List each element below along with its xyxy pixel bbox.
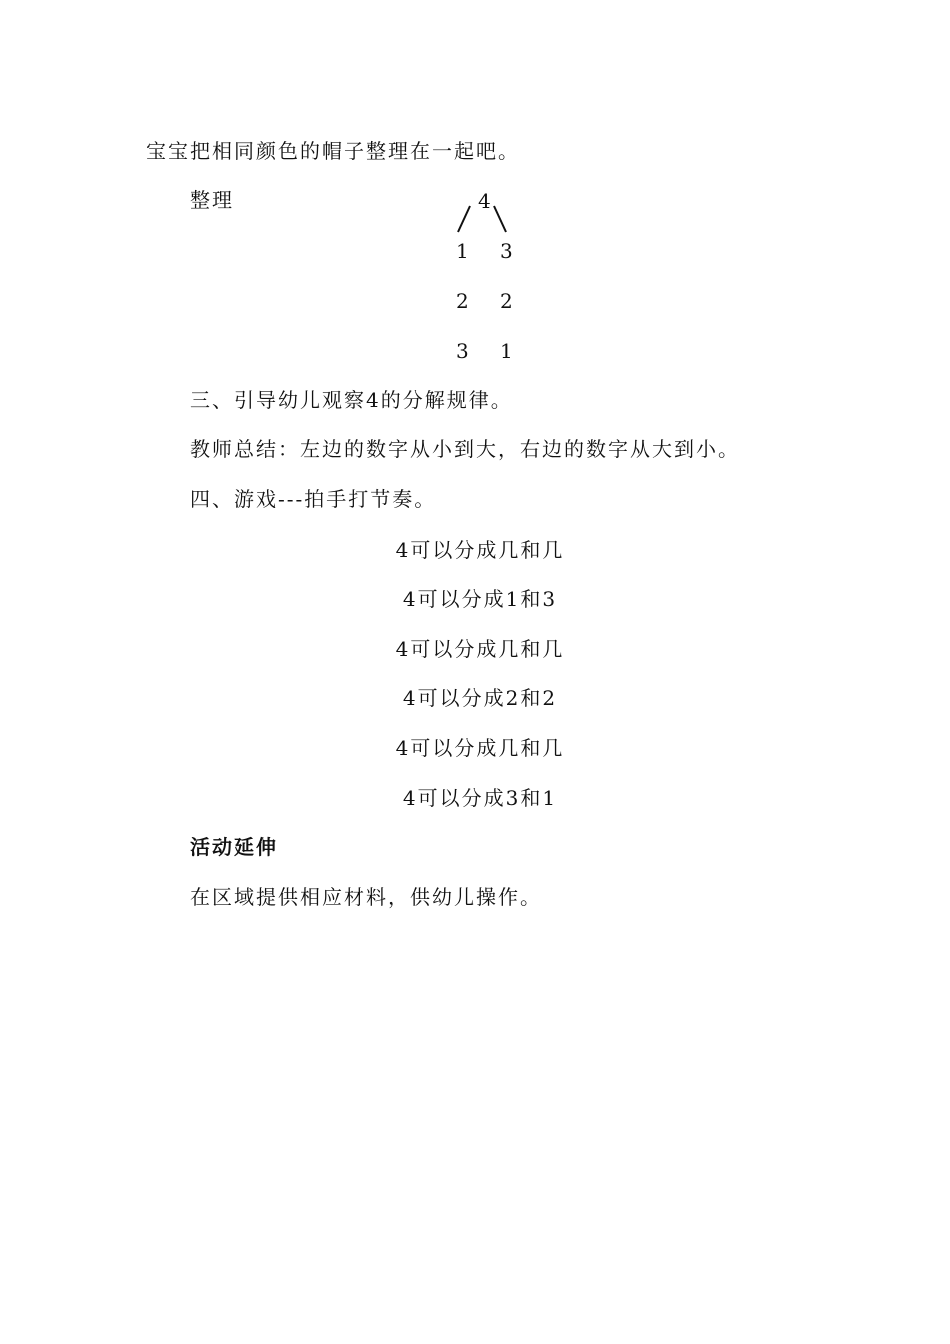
left-branch-line: [458, 206, 470, 232]
chant-line: 4可以分成1和3: [402, 587, 558, 611]
extension-heading: 活动延伸: [190, 835, 278, 859]
pair-3-right: 1: [500, 339, 513, 363]
step-three: 三、引导幼儿观察4的分解规律。: [190, 388, 513, 412]
pair-3-left: 3: [456, 339, 469, 363]
right-branch-line: [494, 206, 506, 232]
chant-line: 4可以分成几和几: [395, 736, 565, 760]
pair-1-left: 1: [456, 239, 469, 263]
teacher-summary: 教师总结：左边的数字从小到大，右边的数字从大到小。: [190, 437, 740, 461]
decomposition-total: 4: [478, 189, 491, 213]
pair-2-left: 2: [456, 289, 469, 313]
pair-2-right: 2: [500, 289, 513, 313]
chant-line: 4可以分成3和1: [402, 786, 558, 810]
decomposition-branches: [450, 202, 520, 238]
intro-line: 宝宝把相同颜色的帽子整理在一起吧。: [146, 139, 520, 163]
chant-line: 4可以分成几和几: [395, 637, 565, 661]
chant-line: 4可以分成几和几: [395, 538, 565, 562]
pair-1-right: 3: [500, 239, 513, 263]
step-four: 四、游戏---拍手打节奏。: [190, 487, 437, 511]
chant-line: 4可以分成2和2: [402, 686, 558, 710]
organize-label: 整理: [190, 188, 234, 212]
extension-text: 在区域提供相应材料，供幼儿操作。: [190, 885, 542, 909]
